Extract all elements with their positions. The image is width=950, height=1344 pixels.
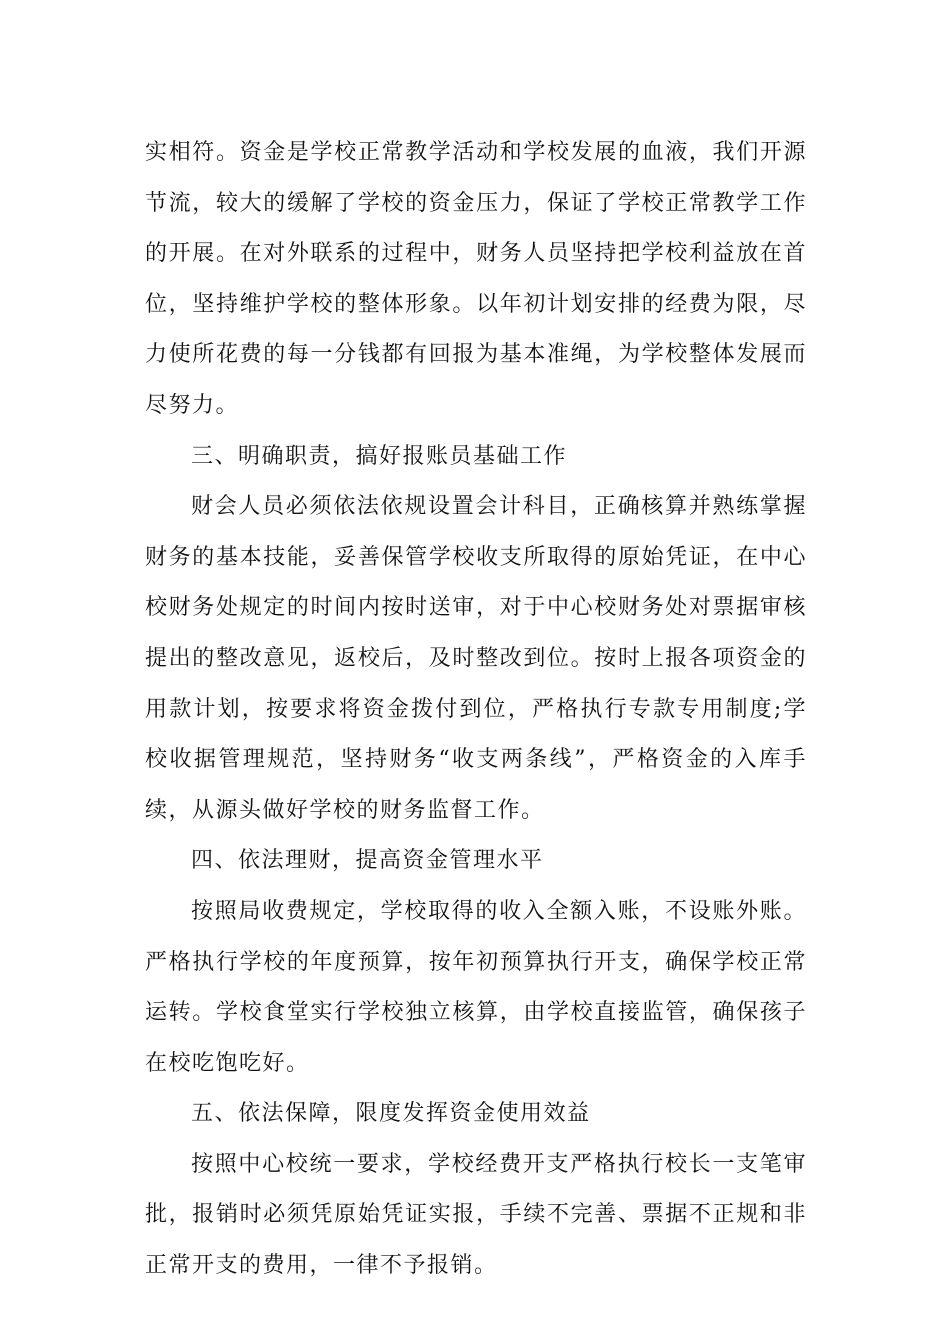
- section-heading-five: 五、依法保障，限度发挥资金使用效益: [191, 1101, 591, 1127]
- section-heading-four: 四、依法理财，提高资金管理水平: [191, 848, 544, 874]
- document-body: [145, 128, 807, 1292]
- paragraph-fund-management: 按照局收费规定，学校取得的收入全额入账，不设账外账。严格执行学校的年度预算，按年初预算执行开支，确保学校正常运转。学校食堂实行学校独立核算，由学校直接监管，确保孩子在校吃饱吃好。: [145, 898, 807, 1076]
- paragraph-expense-approval: 按照中心校统一要求，学校经费开支严格执行校长一支笔审批，报销时必须凭原始凭证实报，手续不完善、票据不正规和非正常开支的费用，一律不予报销。: [145, 1151, 807, 1279]
- paragraph-funds-continuation: 实相符。资金是学校正常教学活动和学校发展的血液，我们开源节流，较大的缓解了学校的资金压力，保证了学校正常教学工作的开展。在对外联系的过程中，财务人员坚持把学校利益放在首位，坚持维护学校的整体形象。以年初计划安排的经费为限，尽力使所花费的每一分钱都有回报为基本准绳，为学校整体发展而尽努力。: [145, 140, 807, 418]
- section-heading-three: 三、明确职责，搞好报账员基础工作: [191, 443, 568, 469]
- paragraph-accounting-duties: 财会人员必须依法依规设置会计科目，正确核算并熟练掌握财务的基本技能，妥善保管学校收支所取得的原始凭证，在中心校财务处规定的时间内按时送审，对于中心校财务处对票据审核提出的整改意见，返校后，及时整改到位。按时上报各项资金的用款计划，按要求将资金拨付到位，严格执行专款专用制度;学校收据管理规范，坚持财务“收支两条线”，严格资金的入库手续，从源头做好学校的财务监督工作。: [145, 494, 807, 823]
